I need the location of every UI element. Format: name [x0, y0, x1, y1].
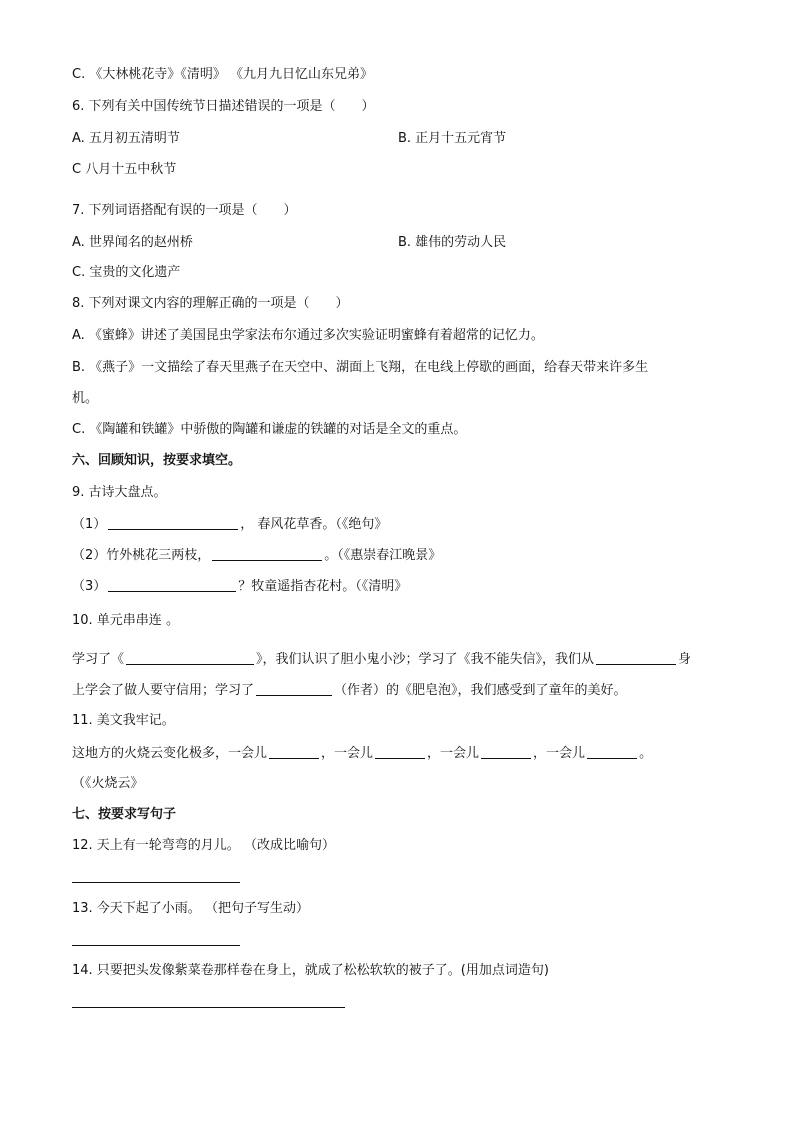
section-6-title: 六、回顾知识，按要求填空。 — [72, 453, 242, 468]
q10-blank-1[interactable] — [126, 650, 254, 665]
q9-blank-1[interactable] — [108, 515, 238, 530]
q11-blank-1[interactable] — [269, 744, 319, 759]
q11-stem: 11. 美文我牢记。 — [72, 713, 175, 728]
q10-stem: 10. 单元串串连 。 — [72, 613, 179, 628]
q6-option-c: C 八月十五中秋节 — [72, 162, 177, 177]
q6-option-b: B. 正月十五元宵节 — [398, 131, 507, 146]
q11-source: （《火烧云》 — [72, 776, 144, 791]
q7-option-a: A. 世界闻名的赵州桥 — [72, 235, 193, 250]
q8-option-c: C. 《陶罐和铁罐》中骄傲的陶罐和谦虚的铁罐的对话是全文的重点。 — [72, 422, 467, 437]
q11-end: 。 — [639, 746, 653, 761]
q6-option-a: A. 五月初五清明节 — [72, 131, 180, 146]
q12-answer-line[interactable] — [72, 882, 240, 883]
q14-stem: 14. 只要把头发像紫菜卷那样卷在身上，就成了松松软软的被子了。(用加点词造句) — [72, 963, 549, 978]
q11-blank-4[interactable] — [587, 744, 637, 759]
q11-line-1 — [72, 744, 652, 763]
q11-sep-2: ，一会儿 — [427, 746, 480, 761]
q11-text-a: 这地方的火烧云变化极多，一会儿 — [72, 746, 268, 761]
q9-line-2-number: （2） — [72, 548, 107, 563]
q9-blank-3[interactable] — [108, 577, 236, 592]
q10-text-a: 学习了《 — [72, 652, 125, 667]
q10-line-2 — [72, 681, 627, 700]
q10-line-1 — [72, 650, 691, 669]
q12-stem: 12. 天上有一轮弯弯的月儿。 （改成比喻句） — [72, 838, 335, 853]
q9-line-2 — [72, 546, 441, 565]
q11-sep-3: ，一会儿 — [533, 746, 586, 761]
q10-text-d: 上学会了做人要守信用；学习了 — [72, 683, 255, 698]
q8-stem: 8. 下列对课文内容的理解正确的一项是（ ） — [72, 296, 349, 311]
q8-option-a: A. 《蜜蜂》讲述了美国昆虫学家法布尔通过多次实验证明蜜蜂有着超常的记忆力。 — [72, 328, 544, 343]
q6-stem: 6. 下列有关中国传统节日描述错误的一项是（ ） — [72, 99, 375, 114]
q9-blank-2[interactable] — [212, 546, 322, 561]
section-7-title: 七、按要求写句子 — [72, 807, 177, 822]
q8-option-b: B. 《燕子》一文描绘了春天里燕子在天空中、湖面上飞翔，在电线上停歇的画面，给春天带来许多生 — [72, 360, 649, 375]
q9-line-1 — [72, 515, 387, 534]
q9-line-1-number: （1） — [72, 517, 107, 532]
q9-line-3-number: （3） — [72, 579, 107, 594]
q11-blank-2[interactable] — [375, 744, 425, 759]
q7-stem: 7. 下列词语搭配有误的一项是（ ） — [72, 203, 297, 218]
q13-answer-line[interactable] — [72, 945, 240, 946]
q11-sep-1: ，一会儿 — [321, 746, 374, 761]
q7-option-b: B. 雄伟的劳动人民 — [398, 235, 507, 250]
q9-line-2-text-b: 。（《惠崇春江晚景》 — [324, 548, 442, 563]
q9-line-1-text: ， 春风花草香。（《绝句》 — [240, 517, 388, 532]
q10-blank-3[interactable] — [256, 681, 332, 696]
q8-option-b-cont: 机。 — [72, 391, 99, 406]
q11-blank-3[interactable] — [481, 744, 531, 759]
q10-blank-2[interactable] — [596, 650, 676, 665]
q10-text-e: （作者）的《肥皂泡》，我们感受到了童年的美好。 — [334, 683, 627, 698]
q9-line-3-text: ？牧童遥指杏花村。（《清明》 — [238, 579, 408, 594]
q5-option-c: C. 《大林桃花寺》《清明》 《九月九日忆山东兄弟》 — [72, 67, 373, 82]
q14-answer-line[interactable] — [72, 1007, 345, 1008]
q7-option-c: C. 宝贵的文化遗产 — [72, 265, 181, 280]
q9-line-2-text-a: 竹外桃花三两枝， — [106, 548, 211, 563]
q9-line-3 — [72, 577, 407, 596]
q10-text-c: 身 — [678, 652, 692, 667]
q10-text-b: 》，我们认识了胆小鬼小沙；学习了《我不能失信》，我们从 — [256, 652, 595, 667]
q13-stem: 13. 今天下起了小雨。 （把句子写生动） — [72, 901, 309, 916]
q9-stem: 9. 古诗大盘点。 — [72, 485, 167, 500]
